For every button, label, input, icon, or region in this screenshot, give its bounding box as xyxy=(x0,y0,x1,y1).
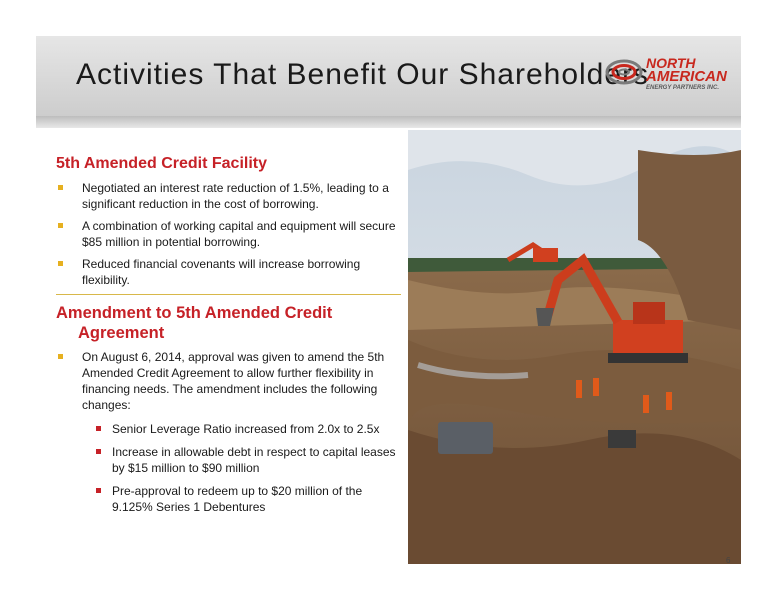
swirl-logo-icon xyxy=(604,54,644,94)
section1-bullets xyxy=(56,180,406,288)
section2-heading-line2: Agreement xyxy=(78,324,165,342)
header-band xyxy=(36,116,741,128)
section2-bullets xyxy=(56,349,406,515)
sub-bullets xyxy=(82,421,406,515)
slide-content xyxy=(56,154,406,522)
sub-bullet-square-icon xyxy=(96,449,101,454)
sub-list-item xyxy=(82,483,406,515)
sub-bullet-square-icon xyxy=(96,488,101,493)
logo-line2: AMERICAN xyxy=(646,68,727,85)
slide xyxy=(36,36,741,564)
slide-header xyxy=(36,36,741,128)
bullet-text: A combination of working capital and equipment will secure $85 million in potential borrowing. xyxy=(82,219,396,249)
construction-site-photo xyxy=(408,130,741,564)
sub-bullet-text: Senior Leverage Ratio increased from 2.0x to 2.5x xyxy=(112,422,380,436)
slide-title: Activities That Benefit Our Shareholders xyxy=(76,58,650,91)
section-divider xyxy=(56,294,401,295)
sub-list-item xyxy=(82,444,406,476)
section2-heading xyxy=(56,303,406,343)
logo-line1: NORTH xyxy=(646,55,696,71)
sub-bullet-text: Pre-approval to redeem up to $20 million of the 9.125% Series 1 Debentures xyxy=(112,484,363,514)
page-number: 6 xyxy=(726,556,731,564)
list-item xyxy=(56,180,406,212)
list-item xyxy=(56,349,406,515)
sub-list-item xyxy=(82,421,406,437)
section1-heading: 5th Amended Credit Facility xyxy=(56,155,267,172)
bullet-square-icon xyxy=(58,185,63,190)
sub-bullet-square-icon xyxy=(96,426,101,431)
bullet-square-icon xyxy=(58,261,63,266)
sub-bullet-text: Increase in allowable debt in respect to capital leases by $15 million to $90 million xyxy=(112,445,396,475)
list-item xyxy=(56,256,406,288)
bullet-square-icon xyxy=(58,354,63,359)
company-logo xyxy=(604,52,734,96)
bullet-text: On August 6, 2014, approval was given to amend the 5th Amended Credit Agreement to allow further flexibility in financing needs. The amendment includes the following changes: xyxy=(82,350,385,412)
bullet-text: Reduced financial covenants will increase borrowing flexibility. xyxy=(82,257,361,287)
list-item xyxy=(56,218,406,250)
bullet-square-icon xyxy=(58,223,63,228)
bullet-text: Negotiated an interest rate reduction of 1.5%, leading to a significant reduction in the cost of borrowing. xyxy=(82,181,389,211)
excavation-photo-illustration xyxy=(408,130,741,564)
section2-heading-line1: Amendment to 5th Amended Credit xyxy=(56,304,333,322)
logo-line3: ENERGY PARTNERS INC. xyxy=(646,85,720,91)
